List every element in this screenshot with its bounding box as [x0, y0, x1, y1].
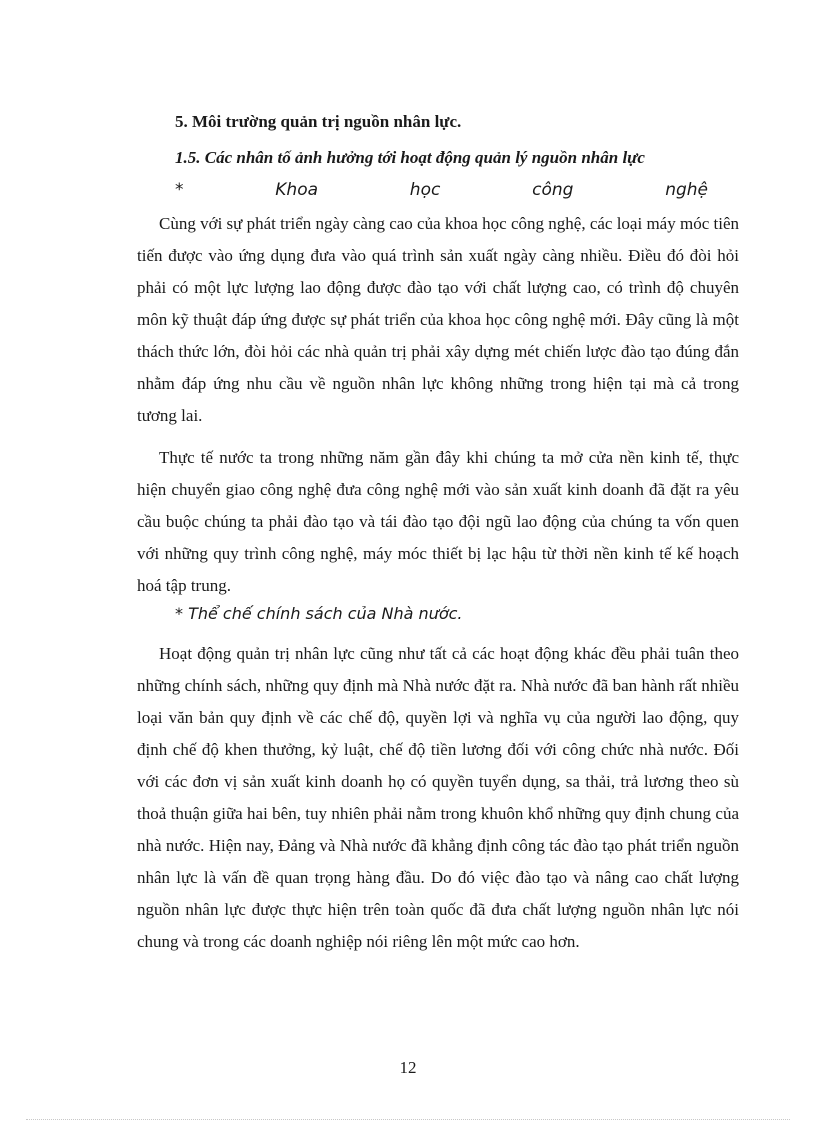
- paragraph-vietnam-reality: [137, 442, 739, 602]
- subsection-heading: 1.5. Các nhân tố ảnh hưởng tới hoạt động quản lý nguồn nhân lực: [175, 148, 645, 167]
- paragraph-text: Cùng với sự phát triển ngày càng cao của khoa học công nghệ, các loại máy móc tiên tiến được vào ứng dụng đưa vào quá trình sản xuất ngày càng nhiều. Điều đó đòi hỏi phải có một lực lượng lao động được đào tạo với chất lượng cao, có trình độ chuyên môn kỹ thuật đáp ứng được sự phát triển của khoa học công nghệ mới. Đây cũng là một thách thức lớn, đòi hỏi các nhà quản trị phải xây dựng mét chiến lược đào tạo đúng đắn nhằm đáp ứng nhu cầu về nguồn nhân lực không những trong hiện tại mà cả trong tương lai.: [137, 214, 739, 425]
- section-heading: 5. Môi trường quản trị nguồn nhân lực.: [175, 112, 462, 131]
- paragraph-state-policy: [137, 638, 739, 958]
- paragraph-text: Hoạt động quản trị nhân lực cũng như tất cả các hoạt động khác đều phải tuân theo những chính sách, những quy định mà Nhà nước đặt ra. Nhà nước đã ban hành rất nhiều loại văn bản quy định về các chế độ, quyền lợi và nghĩa vụ của người lao động, quy định chế độ khen thưởng, kỷ luật, chế độ tiền lương đối với công chức nhà nước. Đối với các đơn vị sản xuất kinh doanh họ có quyền tuyển dụng, sa thải, trả lương theo sù thoả thuận giữa hai bên, tuy nhiên phải nằm trong khuôn khổ những quy định chung của nhà nước. Hiện nay, Đảng và Nhà nước đã khẳng định công tác đào tạo phát triển nguồn nhân lực là vấn đề quan trọng hàng đầu. Do đó việc đào tạo và nâng cao chất lượng nguồn nhân lực được thực hiện trên toàn quốc đã đưa chất lượng nguồn nhân lực nói chung và trong các doanh nghiệp nói riêng lên một mức cao hơn.: [137, 644, 739, 951]
- footer-divider: [26, 1119, 790, 1120]
- paragraph-technology: [137, 208, 739, 432]
- paragraph-text: Thực tế nước ta trong những năm gần đây khi chúng ta mở cửa nền kinh tế, thực hiện chuyển giao công nghệ đưa công nghệ mới vào sản xuất kinh doanh đã đặt ra yêu cầu buộc chúng ta phải đào tạo và tái đào tạo đội ngũ lao động của chúng ta vốn quen với những quy trình công nghệ, máy móc thiết bị lạc hậu từ thời nền kinh tế kế hoạch hoá tập trung.: [137, 448, 739, 595]
- page-number: 12: [399, 1058, 417, 1077]
- topic-title-technology: * Khoa học công nghệ: [175, 180, 708, 200]
- topic-title-state-policy: * Thể chế chính sách của Nhà nước.: [175, 604, 463, 623]
